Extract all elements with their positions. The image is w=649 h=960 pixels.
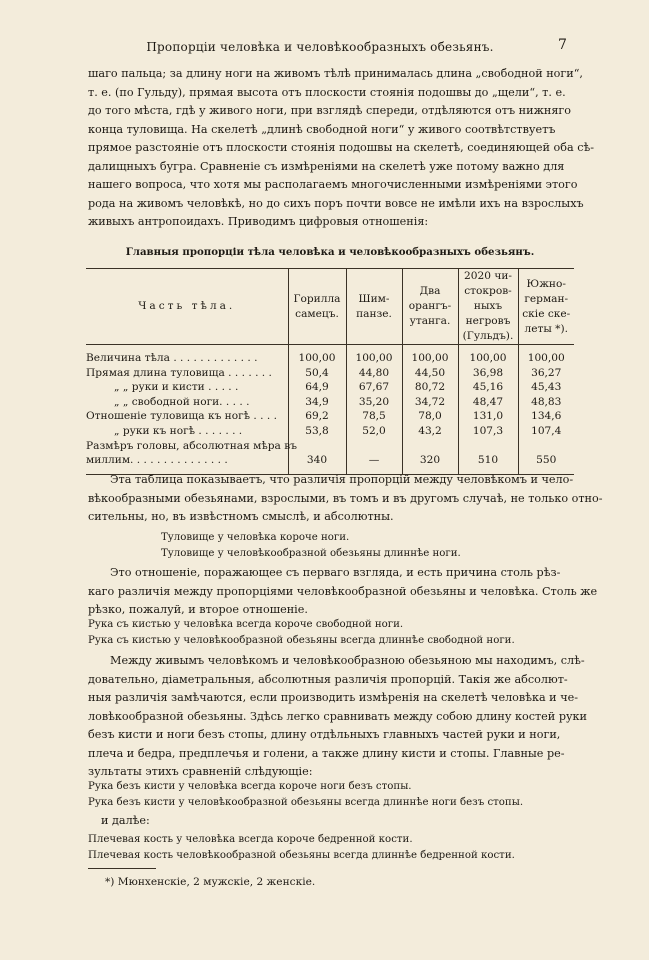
table-cell: 44,50 [402, 366, 458, 381]
table-cell: 36,98 [458, 366, 518, 381]
example-line: Рука безъ кисти у человѣкообразной обезьяны всегда длиннѣе ноги безъ стопы. [88, 796, 524, 808]
table-title: Главныя пропорціи тѣла человѣка и человѣкообразныхъ обезьянъ. [125, 246, 535, 258]
header-line: герман- [524, 292, 569, 305]
row-label-line: „ „ руки и кисти . . . . . [114, 381, 239, 394]
header-line: скіе ске- [522, 307, 571, 320]
text-line: далищныхъ бугра. Сравненіе съ измѣреніями на скелетѣ уже потому важно для [88, 159, 565, 173]
row-label-line: „ руки къ ногѣ . . . . . . . [114, 424, 243, 437]
text-line: т. е. (по Гульду), прямая высота отъ плоскости стоянія подошвы до „щели“, т. е. [88, 85, 566, 99]
example-line: Туловище у человѣка короче ноги. [161, 532, 350, 543]
text-line: рода на живомъ человѣкѣ, но до сихъ поръ почти вовсе не имѣли ихъ на взрослыхъ [88, 196, 584, 210]
proportions-table-grid [86, 268, 574, 475]
table-cell: 78,0 [402, 409, 458, 424]
text-line: довательно, діаметральныя, абсолютныя различія пропорцій. Такія же абсолют- [88, 672, 568, 686]
text-line: плеча и бедра, предплечья и голени, а также длину кисти и стопы. Главные ре- [88, 746, 565, 760]
header-line: стокров- [464, 285, 512, 297]
table-cell: 69,2 [288, 409, 346, 424]
header-line: Южно- [526, 277, 566, 290]
table-cell: 36,27 [518, 366, 574, 381]
and-further-line [101, 812, 301, 831]
header-line: Горилла [293, 292, 341, 305]
table-cell: 50,4 [288, 366, 346, 381]
page-number: 7 [558, 37, 567, 53]
column-header [518, 269, 574, 345]
example-4 [88, 832, 572, 863]
text-line: зультаты этихъ сравненій слѣдующіе: [88, 765, 313, 778]
table-cell: 80,72 [402, 380, 458, 395]
paragraph-4 [88, 652, 588, 782]
table-body [86, 345, 574, 475]
footnote: *) Мюнхенскіе, 2 мужскіе, 2 женскіе. [105, 876, 316, 888]
row-label [86, 345, 288, 366]
row-label-line: Прямая длина туловища . . . . . . . [86, 366, 272, 379]
table-cell: 131,0 [458, 409, 518, 424]
row-label-line: миллим. . . . . . . . . . . . . . . [86, 454, 228, 467]
text-line: и далѣе: [101, 814, 150, 827]
table-cell: 100,00 [402, 345, 458, 366]
header-line: Шим- [358, 292, 390, 305]
table-cell: 134,6 [518, 409, 574, 424]
example-line: Плечевая кость человѣкообразной обезьяны всегда длиннѣе бедренной кости. [88, 849, 515, 861]
text-line: рѣзко, пожалуй, и второе отношеніе. [88, 603, 308, 616]
table-cell: 320 [402, 439, 458, 475]
row-label-line: Размѣръ головы, абсолютная мѣра въ [86, 439, 297, 452]
table-row [86, 380, 574, 395]
table-cell: 45,43 [518, 380, 574, 395]
text-line: безъ кисти и ноги безъ стопы, длину отдѣльныхъ главныхъ частей руки и ноги, [88, 728, 561, 741]
row-label-line: Отношеніе туловища къ ногѣ . . . . [86, 410, 277, 423]
table-cell: 550 [518, 439, 574, 475]
table-cell: 107,4 [518, 424, 574, 439]
text-line: каго различія между пропорціями человѣкообразной обезьяны и человѣка. Столь же [88, 584, 598, 598]
example-line: Рука безъ кисти у человѣка всегда короче ноги безъ стопы. [88, 781, 412, 792]
column-header [288, 269, 346, 345]
table-cell: 45,16 [458, 380, 518, 395]
row-label [86, 424, 288, 439]
table-cell: 48,47 [458, 395, 518, 410]
text-line: живыхъ антропоидахъ. Приводимъ цифровыя отношенія: [88, 215, 429, 228]
column-header [458, 269, 518, 345]
text-line: конца туловища. На скелетѣ „длинѣ свободной ноги“ у живого соотвѣтствуетъ [88, 122, 556, 136]
footnote-rule [88, 868, 156, 869]
header-line: утанга. [409, 315, 451, 327]
row-label [86, 395, 288, 410]
header-line: (Гульдъ). [462, 330, 514, 342]
row-label-line: Величина тѣла . . . . . . . . . . . . . [86, 352, 258, 364]
text-line: Между живымъ человѣкомъ и человѣкообразною обезьяною мы находимъ, слѣ- [110, 654, 585, 667]
header-line: ныхъ [473, 300, 503, 312]
table-cell: 53,8 [288, 424, 346, 439]
example-3 [88, 779, 572, 810]
column-header-part [86, 269, 288, 345]
column-header [346, 269, 402, 345]
table-cell: 107,3 [458, 424, 518, 439]
table-header-row [86, 269, 574, 345]
table-row [86, 409, 574, 424]
table-cell: 100,00 [518, 345, 574, 366]
header-line: Часть тѣла. [138, 300, 236, 312]
text-line: Это отношеніе, поражающее съ перваго взгляда, и есть причина столь рѣз- [110, 566, 561, 579]
table-cell: 48,83 [518, 395, 574, 410]
header-line: леты *). [524, 322, 568, 335]
table-cell: 510 [458, 439, 518, 475]
table-cell: 34,9 [288, 395, 346, 410]
table-row [86, 366, 574, 381]
table-cell: 44,80 [346, 366, 402, 381]
table-cell: 100,00 [458, 345, 518, 366]
row-label [86, 439, 297, 475]
example-line: Рука съ кистью у человѣкообразной обезьяны всегда длиннѣе свободной ноги. [88, 634, 515, 646]
row-label [86, 366, 288, 381]
table-cell: 43,2 [402, 424, 458, 439]
text-line: шаго пальца; за длину ноги на живомъ тѣлѣ принималась длина „свободной ноги“, [88, 67, 583, 80]
table-cell: 100,00 [288, 345, 346, 366]
example-line: Туловище у человѣкообразной обезьяны длиннѣе ноги. [161, 547, 461, 559]
table-cell: 100,00 [346, 345, 402, 366]
example-line: Плечевая кость у человѣка всегда короче бедренной кости. [88, 834, 413, 845]
table-row [86, 439, 574, 475]
text-line: сительны, но, въ извѣстномъ смыслѣ, и абсолютны. [88, 510, 394, 523]
table-cell: 52,0 [346, 424, 402, 439]
row-label-line: „ „ свободной ноги. . . . . [114, 395, 250, 408]
header-line: негровъ [465, 315, 511, 327]
proportions-table [86, 268, 574, 475]
example-2 [88, 617, 572, 648]
intro-paragraph [88, 65, 594, 232]
example-line: Рука съ кистью у человѣка всегда короче свободной ноги. [88, 619, 404, 630]
table-cell: 35,20 [346, 395, 402, 410]
table-row [86, 345, 574, 366]
header-line: панзе. [356, 307, 392, 320]
running-title: Пропорціи человѣка и человѣкообразныхъ обезьянъ. [146, 40, 494, 54]
table-cell: 67,67 [346, 380, 402, 395]
text-line: вѣкообразными обезьянами, взрослыми, въ томъ и въ другомъ случаѣ, не только отно- [88, 491, 603, 505]
text-line: прямое разстояніе отъ плоскости стоянія подошвы на скелетѣ, соединяющей оба сѣ- [88, 141, 594, 154]
text-line: до того мѣста, гдѣ у живого ноги, при взглядѣ спереди, отдѣляются отъ нижняго [88, 104, 571, 117]
table-row [86, 395, 574, 410]
text-line: нашего вопроса, что хотя мы располагаемъ многочисленными измѣреніями этого [88, 178, 578, 191]
table-cell: 78,5 [346, 409, 402, 424]
text-line: ловѣкообразной обезьяны. Здѣсь легко сравнивать между собою длину костей руки [88, 709, 588, 723]
text-line: Эта таблица показываетъ, что различія пропорцій между человѣкомъ и чело- [110, 473, 574, 486]
header-line: орангъ- [408, 300, 452, 312]
row-label [86, 380, 288, 395]
paragraph-3 [88, 564, 598, 620]
paragraph-2 [88, 471, 603, 527]
row-label [86, 409, 288, 424]
header-line: 2020 чи- [464, 270, 512, 282]
header-line: Два [419, 285, 441, 297]
table-row [86, 424, 574, 439]
text-line: ныя различія замѣчаются, если производить измѣренія на скелетѣ человѣка и че- [88, 691, 578, 704]
table-cell: — [346, 439, 402, 475]
column-header [402, 269, 458, 345]
table-cell: 64,9 [288, 380, 346, 395]
table-cell: 340 [288, 439, 346, 475]
table-cell: 34,72 [402, 395, 458, 410]
header-line: самецъ. [295, 307, 339, 320]
example-1 [161, 530, 645, 561]
